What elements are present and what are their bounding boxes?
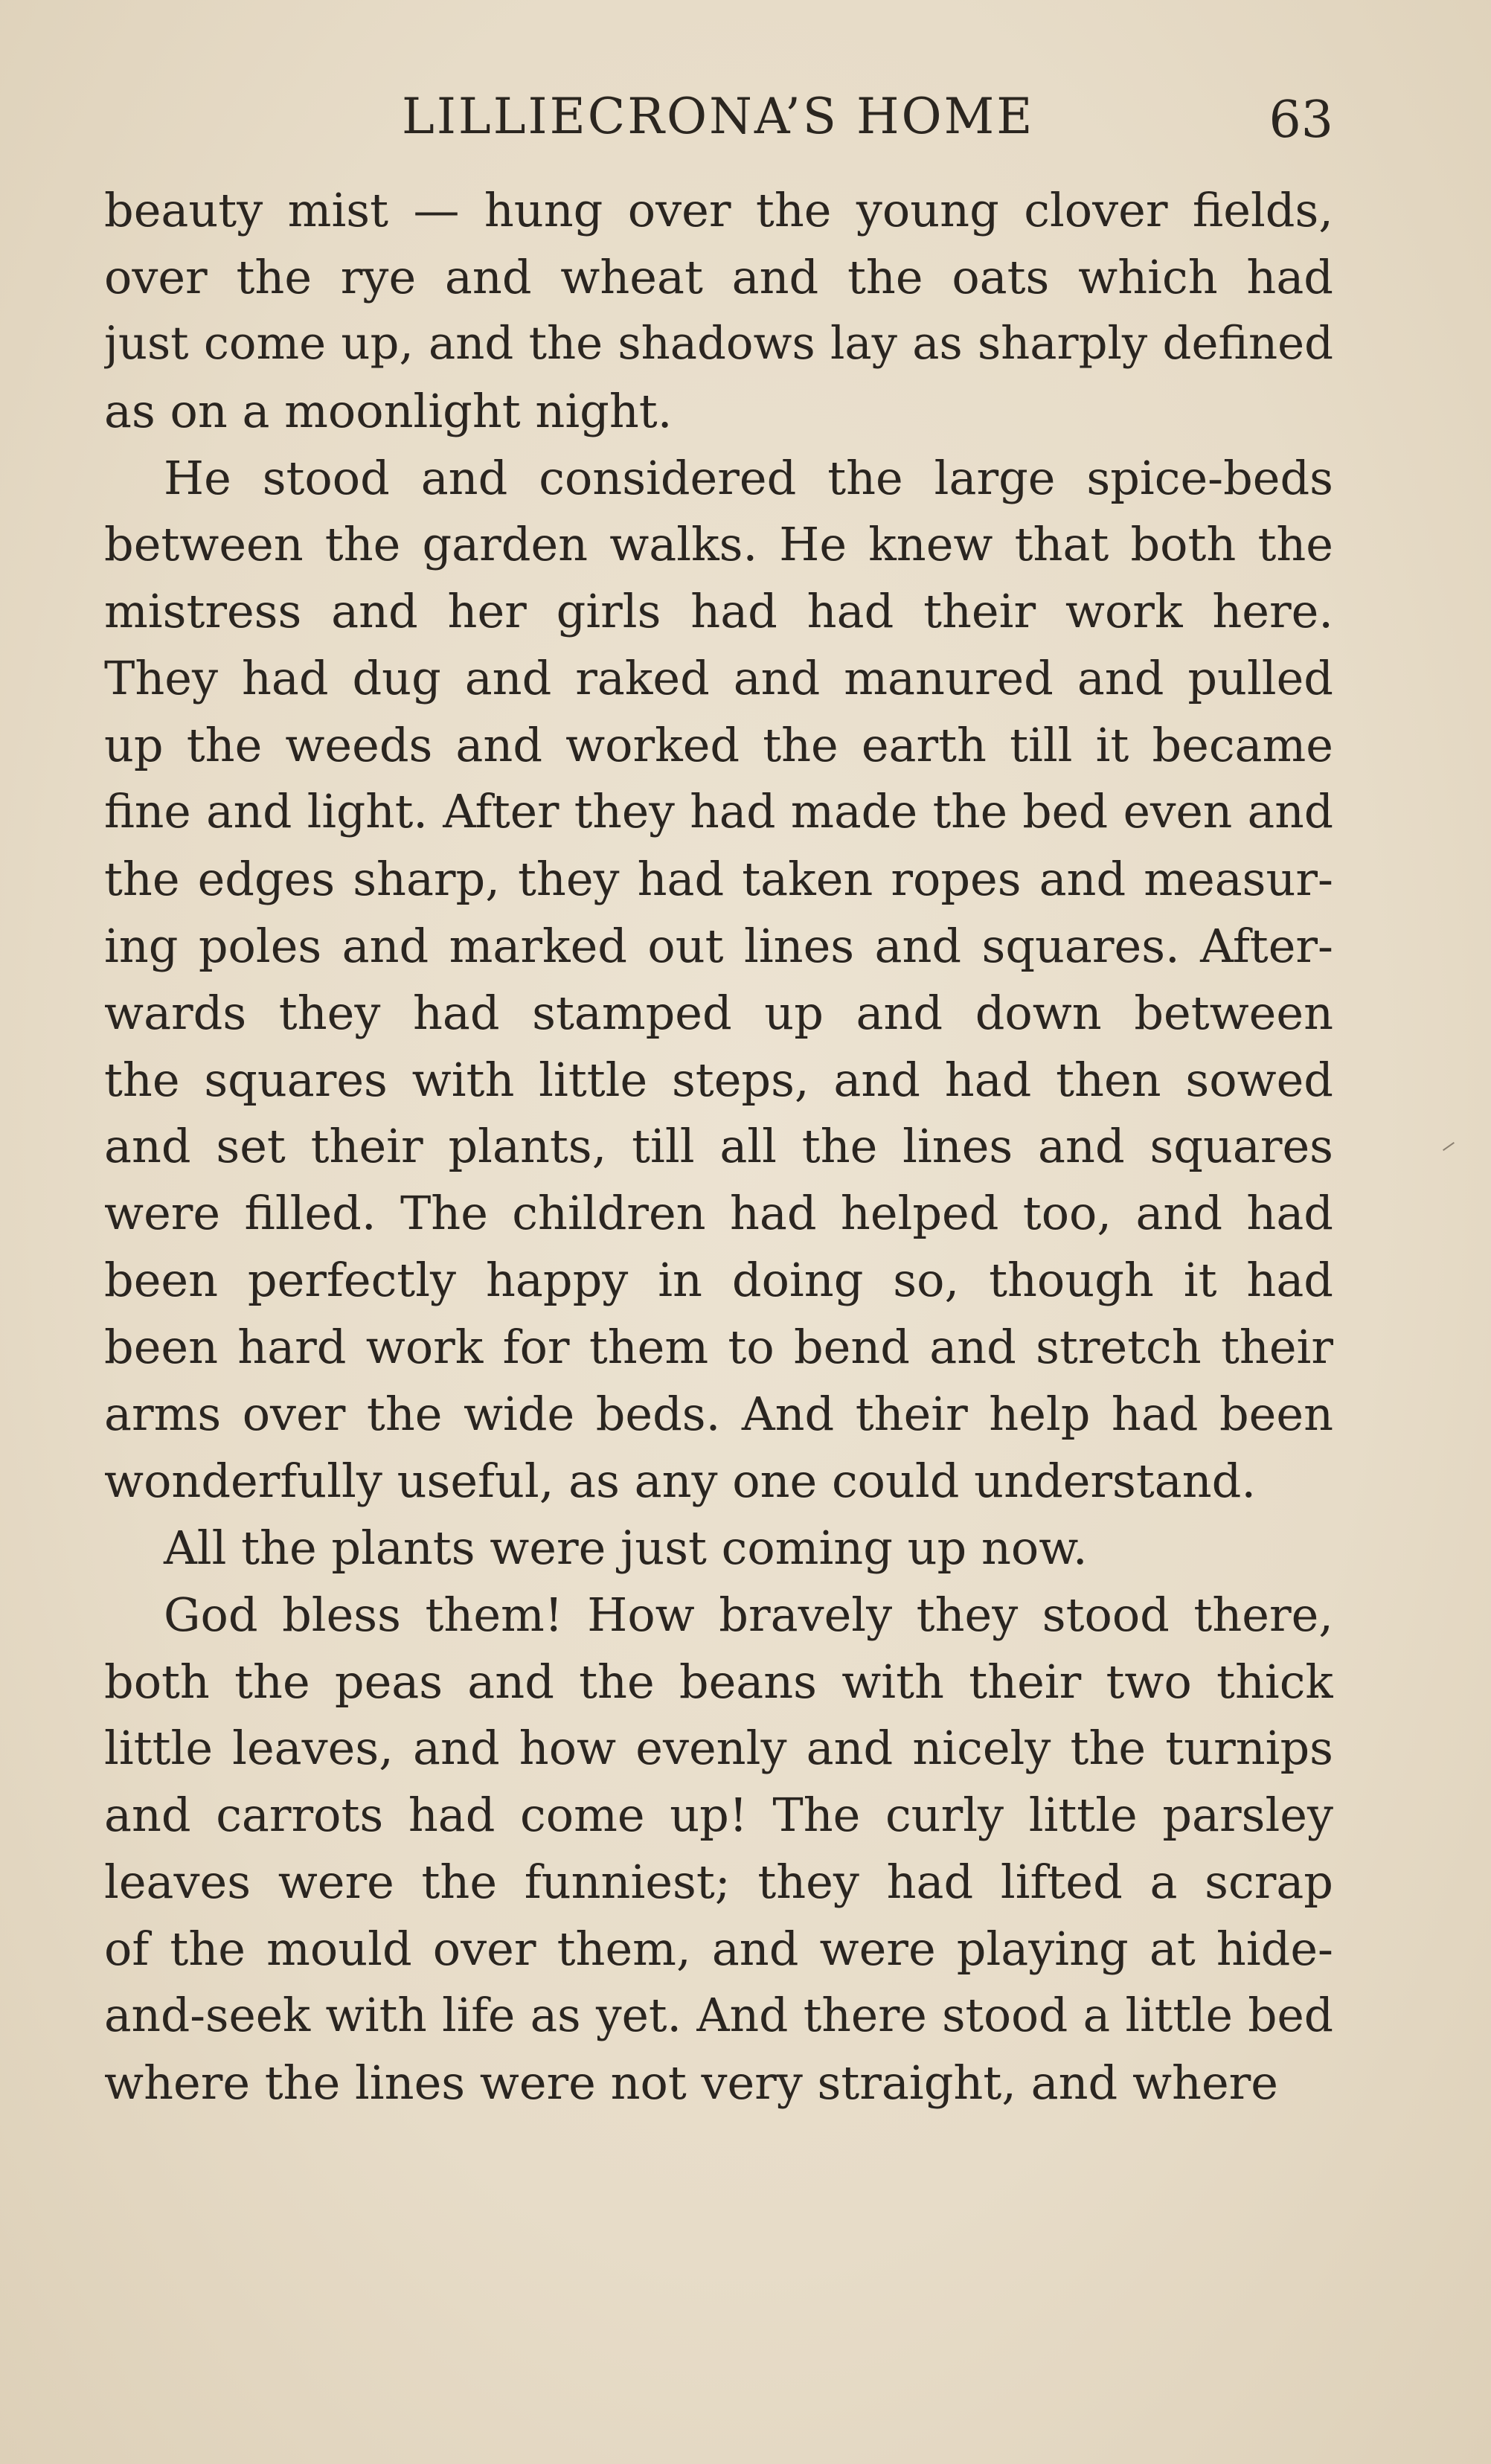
paragraph xyxy=(104,445,1333,1515)
text-line: over the rye and wheat and the oats which had xyxy=(104,249,1333,304)
text-line: fine and light. After they had made the bed even and xyxy=(104,786,1333,839)
running-head xyxy=(0,88,1491,155)
text-line: mistress and her girls had had their work here. xyxy=(104,584,1333,639)
text-line: wards they had stamped up and down between xyxy=(104,985,1333,1040)
paragraph xyxy=(104,1582,1333,2117)
text-line: leaves were the funniest; they had lifted a scrap xyxy=(104,1855,1333,1910)
margin-mark xyxy=(1443,1142,1455,1151)
text-line: and set their plants, till all the lines and squares xyxy=(104,1119,1333,1174)
body-text xyxy=(104,177,1333,2117)
text-line: where the lines were not very straight, and where xyxy=(104,2055,1278,2110)
text-line: the squares with little steps, and had then sowed xyxy=(104,1052,1333,1107)
text-line: were filled. The children had helped too, and had xyxy=(104,1186,1333,1241)
paragraph xyxy=(104,177,1333,445)
text-line: been hard work for them to bend and stretch their xyxy=(104,1320,1333,1375)
paragraph xyxy=(104,1515,1333,1582)
text-line: of the mould over them, and were playing at hide- xyxy=(104,1922,1333,1977)
running-title: LILLIECRONA’S HOME xyxy=(402,88,1035,145)
text-line: All the plants were just coming up now. xyxy=(164,1520,1088,1575)
page-number: 63 xyxy=(1269,91,1333,150)
text-line: and carrots had come up! The curly little parsley xyxy=(104,1788,1333,1843)
text-line: God bless them! How bravely they stood there, xyxy=(164,1587,1333,1642)
text-line: just come up, and the shadows lay as sharply defined xyxy=(104,317,1333,370)
text-line: wonderfully useful, as any one could understand. xyxy=(104,1453,1257,1508)
text-line: as on a moonlight night. xyxy=(104,383,673,438)
text-line: beauty mist — hung over the young clover fields, xyxy=(104,183,1333,237)
text-line: little leaves, and how evenly and nicely the turnips xyxy=(104,1721,1333,1776)
text-line: up the weeds and worked the earth till it became xyxy=(104,718,1333,773)
text-line: been perfectly happy in doing so, though it had xyxy=(104,1253,1333,1308)
text-line: ing poles and marked out lines and squares. After- xyxy=(104,918,1333,973)
text-line: He stood and considered the large spice-beds xyxy=(164,450,1333,505)
text-line: the edges sharp, they had taken ropes and measur- xyxy=(104,851,1333,906)
text-line: and-seek with life as yet. And there stood a little bed xyxy=(104,1989,1333,2043)
text-line: both the peas and the beans with their two thick xyxy=(104,1654,1333,1709)
text-line: They had dug and raked and manured and pulled xyxy=(104,651,1333,706)
text-line: arms over the wide beds. And their help had been xyxy=(104,1387,1333,1442)
text-line: between the garden walks. He knew that both the xyxy=(104,517,1333,572)
